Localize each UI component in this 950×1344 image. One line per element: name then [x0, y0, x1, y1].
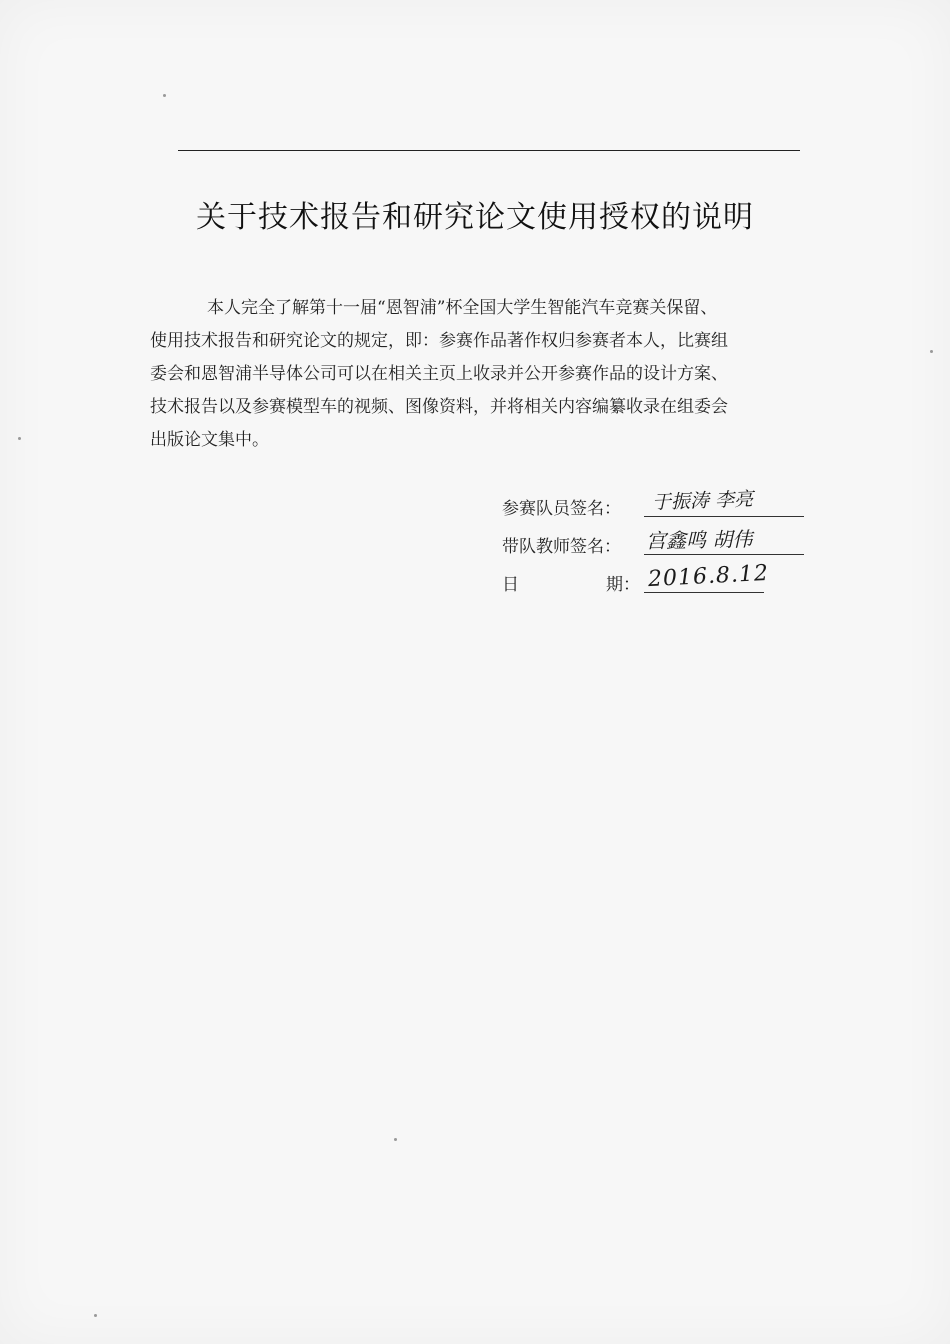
- team-signature-line: [644, 516, 804, 517]
- document-title: 关于技术报告和研究论文使用授权的说明: [196, 200, 754, 235]
- team-signature-row: [502, 488, 822, 526]
- teacher-signature-row: [502, 526, 822, 564]
- scan-speck: [18, 437, 21, 440]
- scan-speck: [94, 1314, 97, 1317]
- authorization-paragraph: [150, 292, 800, 457]
- paragraph-line: 技术报告以及参赛模型车的视频、图像资料，并将相关内容编纂收录在组委会: [150, 397, 728, 417]
- paragraph-line: 出版论文集中。: [150, 430, 269, 450]
- scan-speck: [930, 350, 933, 353]
- team-signature: 于振涛 李亮: [651, 488, 754, 514]
- date-label: 日: [502, 575, 519, 595]
- team-signature-label: 参赛队员签名：: [502, 499, 621, 519]
- paragraph-line: 委会和恩智浦半导体公司可以在相关主页上收录并公开参赛作品的设计方案、: [150, 364, 728, 384]
- paragraph-line: 使用技术报告和研究论文的规定，即：参赛作品著作权归参赛者本人，比赛组: [150, 331, 728, 351]
- paragraph-line: 本人完全了解第十一届“恩智浦”杯全国大学生智能汽车竞赛关保留、: [207, 298, 718, 318]
- date-line: [644, 592, 764, 593]
- signature-block: [502, 488, 822, 602]
- teacher-signature: 宫鑫鸣 胡伟: [645, 527, 753, 553]
- teacher-signature-line: [644, 554, 804, 555]
- date-label-suffix: 期：: [606, 575, 640, 595]
- header-rule: [178, 150, 800, 151]
- date-row: [502, 560, 822, 602]
- handwritten-date: 2016.8.12: [647, 560, 770, 593]
- scan-speck: [163, 94, 166, 97]
- scan-speck: [394, 1138, 397, 1141]
- teacher-signature-label: 带队教师签名：: [502, 537, 621, 557]
